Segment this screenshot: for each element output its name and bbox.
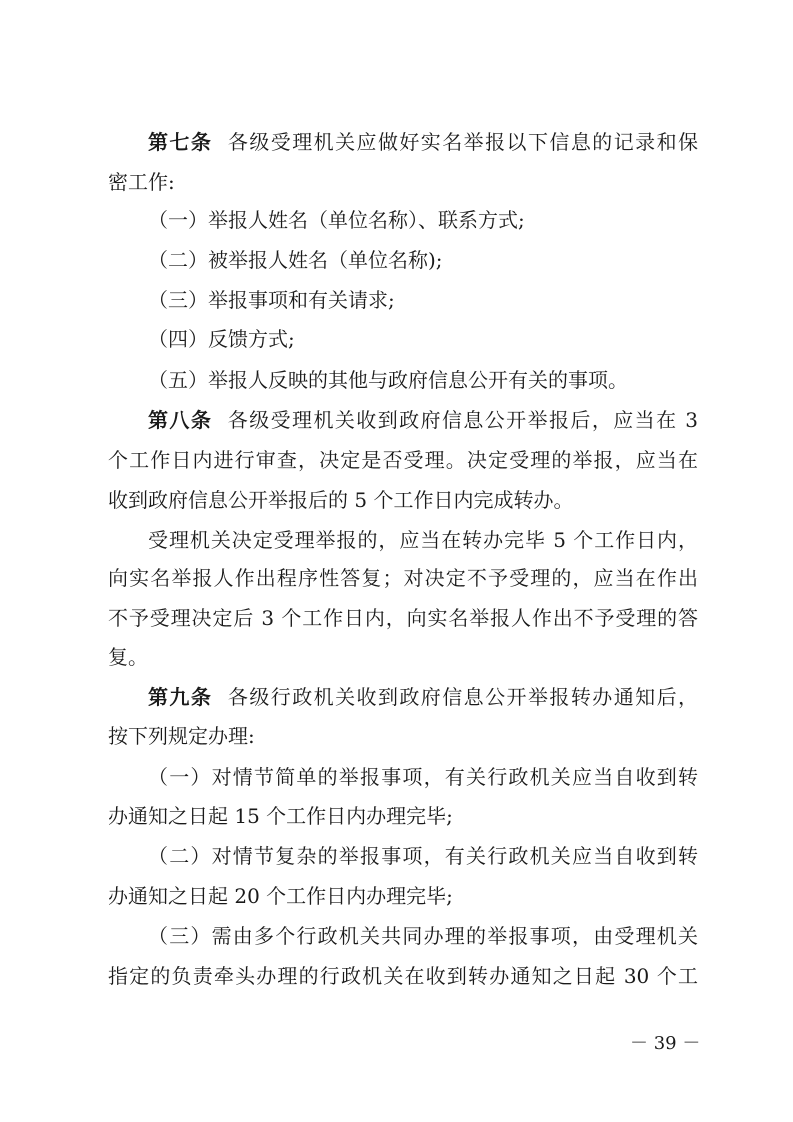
article-9-item-2-line-1: （二）对情节复杂的举报事项，有关行政机关应当自收到转	[148, 844, 698, 868]
article-7-line-2: 密工作:	[108, 170, 175, 194]
article-8-para-2-line-2: 向实名举报人作出程序性答复；对决定不予受理的，应当在作出	[108, 566, 698, 590]
article-9-heading: 第九条	[148, 685, 213, 709]
article-7-item-5: （五）举报人反映的其他与政府信息公开有关的事项。	[148, 368, 628, 392]
article-7-item-1: （一）举报人姓名（单位名称）、联系方式;	[148, 208, 525, 232]
article-9-item-1-line-1: （一）对情节简单的举报事项，有关行政机关应当自收到转	[148, 765, 698, 789]
article-9-text: 各级行政机关收到政府信息公开举报转办通知后，	[227, 685, 699, 709]
article-7-item-4: （四）反馈方式;	[148, 327, 295, 351]
article-7-item-2: （二）被举报人姓名（单位名称);	[148, 248, 443, 272]
article-8-line-2: 个工作日内进行审查，决定是否受理。决定受理的举报，应当在	[108, 448, 698, 472]
article-7-heading: 第七条	[148, 130, 213, 154]
article-8-line-1	[148, 406, 698, 434]
article-9-item-3-line-1: （三）需由多个行政机关共同办理的举报事项，由受理机关	[148, 924, 698, 948]
article-9-line-2: 按下列规定办理:	[108, 724, 255, 748]
article-8-para-2-line-4: 复。	[108, 645, 148, 669]
article-9-line-1	[148, 683, 698, 711]
article-8-para-2-line-1: 受理机关决定受理举报的，应当在转办完毕 5 个工作日内，	[148, 528, 698, 552]
article-8-heading: 第八条	[148, 408, 213, 432]
article-9-item-2-line-2: 办通知之日起 20 个工作日内办理完毕;	[108, 884, 453, 908]
article-8-line-3: 收到政府信息公开举报后的 5 个工作日内完成转办。	[108, 488, 574, 512]
page-number: － 39 －	[630, 1033, 701, 1054]
article-8-text: 各级受理机关收到政府信息公开举报后，应当在 3	[227, 408, 698, 432]
article-7-line-1	[148, 128, 698, 156]
article-7-text: 各级受理机关应做好实名举报以下信息的记录和保	[227, 130, 699, 154]
article-9-item-1-line-2: 办通知之日起 15 个工作日内办理完毕;	[108, 804, 453, 828]
article-9-item-3-line-2: 指定的负责牵头办理的行政机关在收到转办通知之日起 30 个工	[108, 964, 698, 988]
article-7-item-3: （三）举报事项和有关请求;	[148, 288, 395, 312]
article-8-para-2-line-3: 不予受理决定后 3 个工作日内，向实名举报人作出不予受理的答	[108, 606, 698, 630]
